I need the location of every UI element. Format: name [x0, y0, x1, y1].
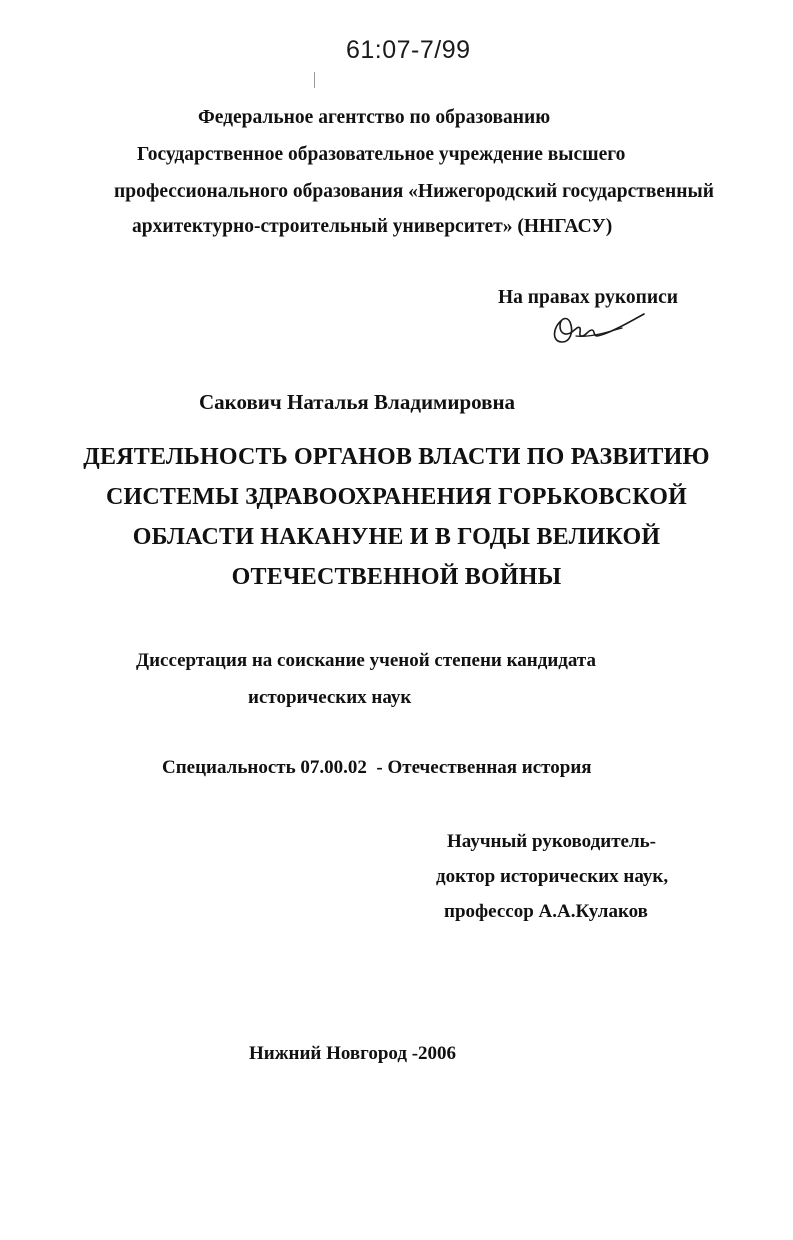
manuscript-rights: На правах рукописи	[498, 287, 678, 308]
agency-name: Федеральное агентство по образованию	[198, 107, 551, 128]
city-year: Нижний Новгород -2006	[249, 1043, 457, 1064]
title-line-4: ОТЕЧЕСТВЕННОЙ ВОЙНЫ	[231, 564, 562, 590]
title-line-3: ОБЛАСТИ НАКАНУНЕ И В ГОДЫ ВЕЛИКОЙ	[132, 524, 661, 550]
author-name: Сакович Наталья Владимировна	[199, 390, 516, 414]
degree-line-1: Диссертация на соискание ученой степени кандидата	[136, 650, 596, 671]
institution-line-2: профессионального образования «Нижегородский государственный	[114, 181, 714, 202]
specialty: Специальность 07.00.02 - Отечественная история	[162, 757, 592, 778]
supervisor-line-2: доктор исторических наук,	[436, 866, 669, 887]
title-line-2: СИСТЕМЫ ЗДРАВООХРАНЕНИЯ ГОРЬКОВСКОЙ	[105, 484, 688, 510]
supervisor-line-1: Научный руководитель-	[447, 831, 656, 852]
archive-code: 61:07-7/99	[346, 36, 471, 64]
scan-mark	[314, 72, 315, 88]
title-line-1: ДЕЯТЕЛЬНОСТЬ ОРГАНОВ ВЛАСТИ ПО РАЗВИТИЮ	[83, 444, 710, 470]
supervisor-line-3: профессор А.А.Кулаков	[444, 901, 648, 922]
institution-line-3: архитектурно-строительный университет» (ННГАСУ)	[132, 216, 613, 237]
degree-line-2: исторических наук	[248, 687, 412, 708]
handwritten-signature-icon	[548, 302, 648, 350]
institution-line-1: Государственное образовательное учреждение высшего	[137, 144, 626, 165]
